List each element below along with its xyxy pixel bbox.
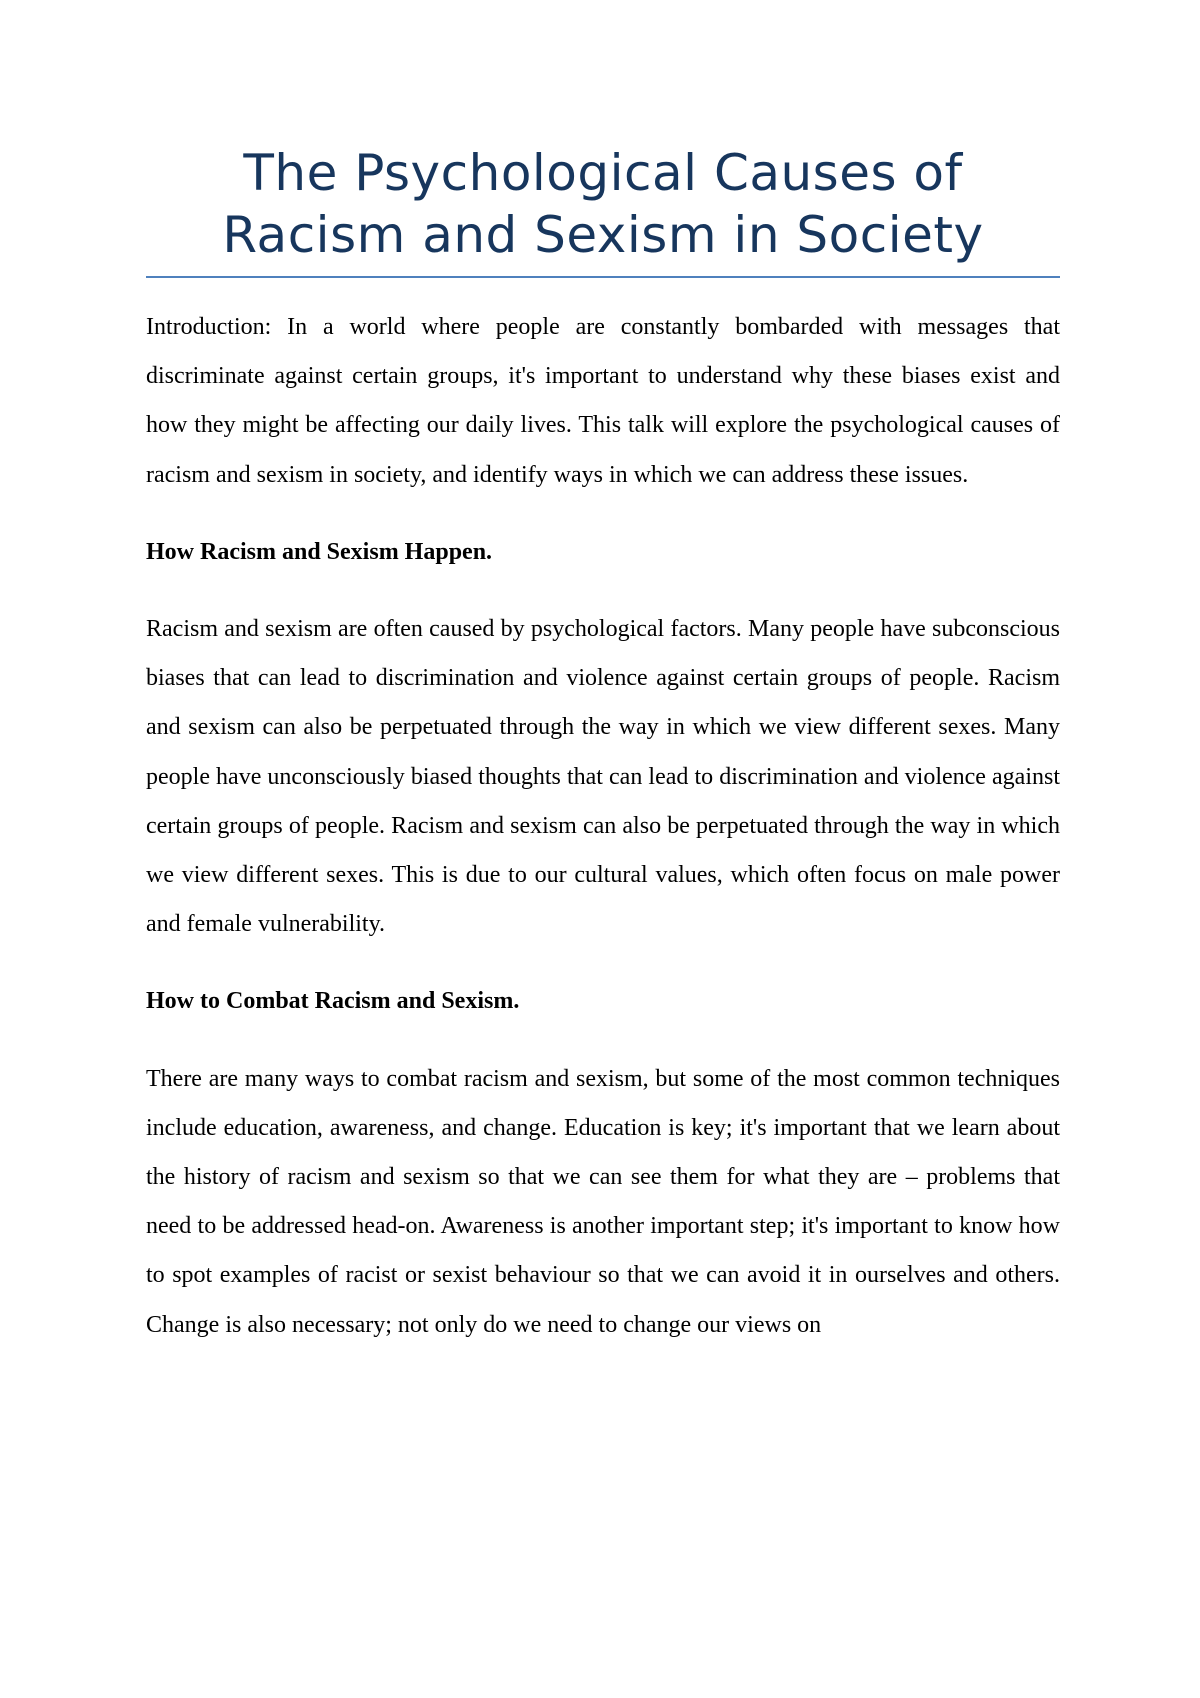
- document-title: [146, 142, 1060, 266]
- intro-paragraph: Introduction: In a world where people are constantly bombarded with messages that discriminate against certain groups, it's important to understand why these biases exist and how they might be affecting our daily lives. This talk will explore the psychological causes of racism and sexism in society, and identify ways in which we can address these issues.: [146, 314, 1060, 488]
- title-underline-rule: [146, 276, 1060, 278]
- title-line-1: The Psychological Causes of: [243, 144, 963, 202]
- section-heading-how-to-combat: How to Combat Racism and Sexism.: [146, 988, 520, 1015]
- section-heading-how-it-happens: How Racism and Sexism Happen.: [146, 538, 493, 565]
- section-paragraph-how-to-combat: There are many ways to combat racism and sexism, but some of the most common techniques include education, awareness, and change. Education is key; it's important that we learn about the history of racism and sexism so that we can see them for what they are – problems that need to be addressed head-on. Awareness is another important step; it's important to know how to spot examples of racist or sexist behaviour so that we can avoid it in ourselves and others. Change is also necessary; not only do we need to change our views on: [146, 1065, 1060, 1338]
- title-line-2: Racism and Sexism in Society: [222, 206, 984, 264]
- section-paragraph-how-it-happens: Racism and sexism are often caused by psychological factors. Many people have subconscious biases that can lead to discrimination and violence against certain groups of people. Racism and sexism can also be perpetuated through the way in which we view different sexes. Many people have unconsciously biased thoughts that can lead to discrimination and violence against certain groups of people. Racism and sexism can also be perpetuated through the way in which we view different sexes. This is due to our cultural values, which often focus on male power and female vulnerability.: [146, 616, 1060, 938]
- document-body: [146, 303, 1060, 1378]
- title-block: [146, 142, 1060, 266]
